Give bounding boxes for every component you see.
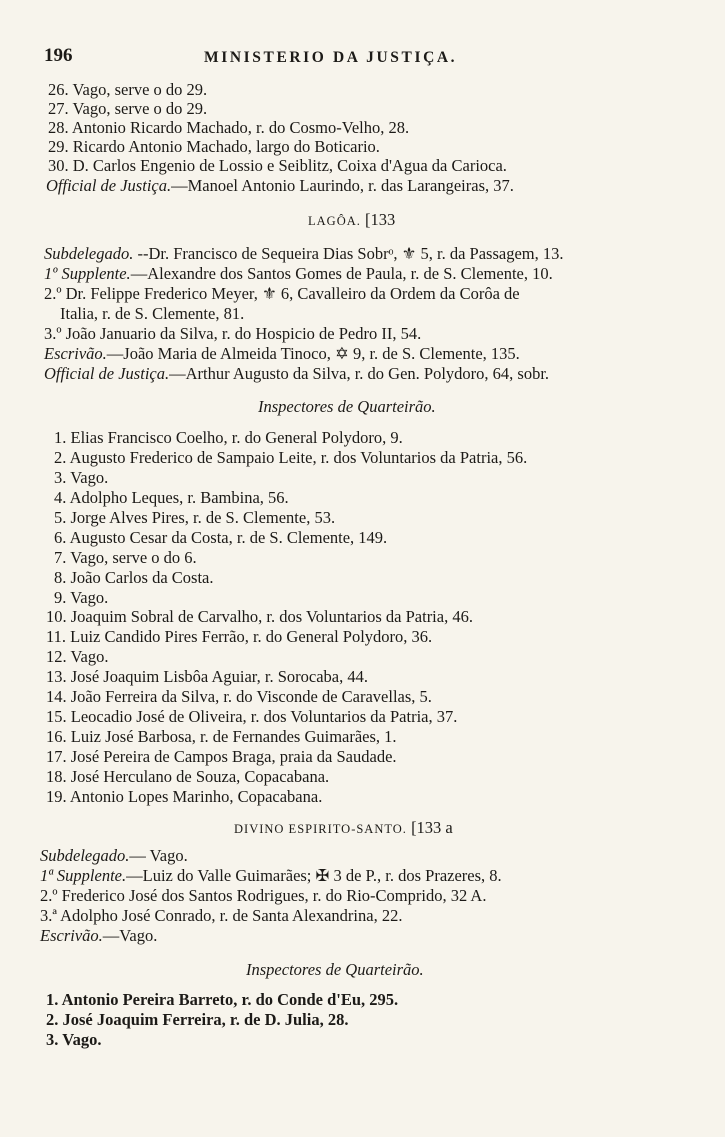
list-item: 19. Antonio Lopes Marinho, Copacabana.	[46, 787, 323, 806]
section-heading-divino: DIVINO ESPIRITO-SANTO. [133 a	[234, 818, 453, 837]
supplente-line: 1ª Supplente.—Luiz do Valle Guimarães; ✠ 3 de P., r. dos Prazeres, 8.	[40, 866, 502, 885]
official-line: Official de Justiça.—Arthur Augusto da Silva, r. do Gen. Polydoro, 64, sobr.	[44, 364, 550, 383]
list-item: 3. Vago.	[54, 468, 109, 487]
page-header	[44, 46, 684, 70]
list-item: 11. Luiz Candido Pires Ferrão, r. do General Polydoro, 36.	[46, 627, 433, 646]
list-item: 1. Elias Francisco Coelho, r. do General Polydoro, 9.	[54, 428, 403, 447]
supplente-line: 1º Supplente.—Alexandre dos Santos Gomes de Paula, r. de S. Clemente, 10.	[44, 264, 553, 283]
list-item: 17. José Pereira de Campos Braga, praia da Saudade.	[46, 747, 397, 766]
supplente-line: 3.º João Januario da Silva, r. do Hospicio de Pedro II, 54.	[44, 324, 422, 343]
supplente-line: 2.º Frederico José dos Santos Rodrigues, r. do Rio-Comprido, 32 A.	[40, 886, 487, 905]
list-item: 18. José Herculano de Souza, Copacabana.	[46, 767, 330, 786]
list-item: 29. Ricardo Antonio Machado, largo do Boticario.	[48, 137, 380, 156]
list-item: 1. Antonio Pereira Barreto, r. do Conde d'Eu, 295.	[46, 990, 399, 1009]
list-item: 2. Augusto Frederico de Sampaio Leite, r. dos Voluntarios da Patria, 56.	[54, 448, 528, 467]
list-item: 3. Vago.	[46, 1030, 102, 1049]
list-item: 26. Vago, serve o do 29.	[48, 80, 208, 99]
list-item: 27. Vago, serve o do 29.	[48, 99, 208, 118]
list-item: 7. Vago, serve o do 6.	[54, 548, 197, 567]
page-number: 196	[44, 45, 73, 66]
escrivao-line: Escrivão.—Vago.	[40, 926, 158, 945]
list-item: 2. José Joaquim Ferreira, r. de D. Julia, 28.	[46, 1010, 349, 1029]
list-item: 4. Adolpho Leques, r. Bambina, 56.	[54, 488, 289, 507]
list-item: 10. Joaquim Sobral de Carvalho, r. dos Voluntarios da Patria, 46.	[46, 607, 473, 626]
section-heading-lagoa: LAGÔA. [133	[308, 210, 396, 229]
supplente-line: 3.ª Adolpho José Conrado, r. de Santa Alexandrina, 22.	[40, 906, 403, 925]
list-item: 5. Jorge Alves Pires, r. de S. Clemente, 53.	[54, 508, 336, 527]
official-line: Official de Justiça.—Manoel Antonio Laurindo, r. das Larangeiras, 37.	[46, 176, 514, 195]
list-item: 6. Augusto Cesar da Costa, r. de S. Clemente, 149.	[54, 528, 388, 547]
list-item: 28. Antonio Ricardo Machado, r. do Cosmo-Velho, 28.	[48, 118, 410, 137]
inspectors-heading: Inspectores de Quarteirão.	[246, 960, 424, 979]
escrivao-line: Escrivão.—João Maria de Almeida Tinoco, ✡ 9, r. de S. Clemente, 135.	[44, 344, 520, 363]
list-item: 14. João Ferreira da Silva, r. do Visconde de Caravellas, 5.	[46, 687, 432, 706]
supplente-line: 2.º Dr. Felippe Frederico Meyer, ⚜ 6, Cavalleiro da Ordem da Corôa de	[44, 284, 520, 303]
list-item: 12. Vago.	[46, 647, 109, 666]
list-item: 16. Luiz José Barbosa, r. de Fernandes Guimarães, 1.	[46, 727, 397, 746]
list-item: 30. D. Carlos Engenio de Lossio e Seiblitz, Coixa d'Agua da Carioca.	[48, 156, 507, 175]
list-item: 8. João Carlos da Costa.	[54, 568, 214, 587]
page-title: MINISTERIO DA JUSTIÇA.	[204, 49, 458, 66]
inspectors-heading: Inspectores de Quarteirão.	[258, 397, 436, 416]
subdelegado-line: Subdelegado.— Vago.	[40, 846, 188, 865]
list-item: 13. José Joaquim Lisbôa Aguiar, r. Sorocaba, 44.	[46, 667, 368, 686]
supplente-line-continued: Italia, r. de S. Clemente, 81.	[60, 304, 245, 323]
list-item: 15. Leocadio José de Oliveira, r. dos Voluntarios da Patria, 37.	[46, 707, 458, 726]
subdelegado-line: Subdelegado. --Dr. Francisco de Sequeira Dias Sobrᵒ, ⚜ 5, r. da Passagem, 13.	[44, 244, 564, 263]
list-item: 9. Vago.	[54, 588, 109, 607]
